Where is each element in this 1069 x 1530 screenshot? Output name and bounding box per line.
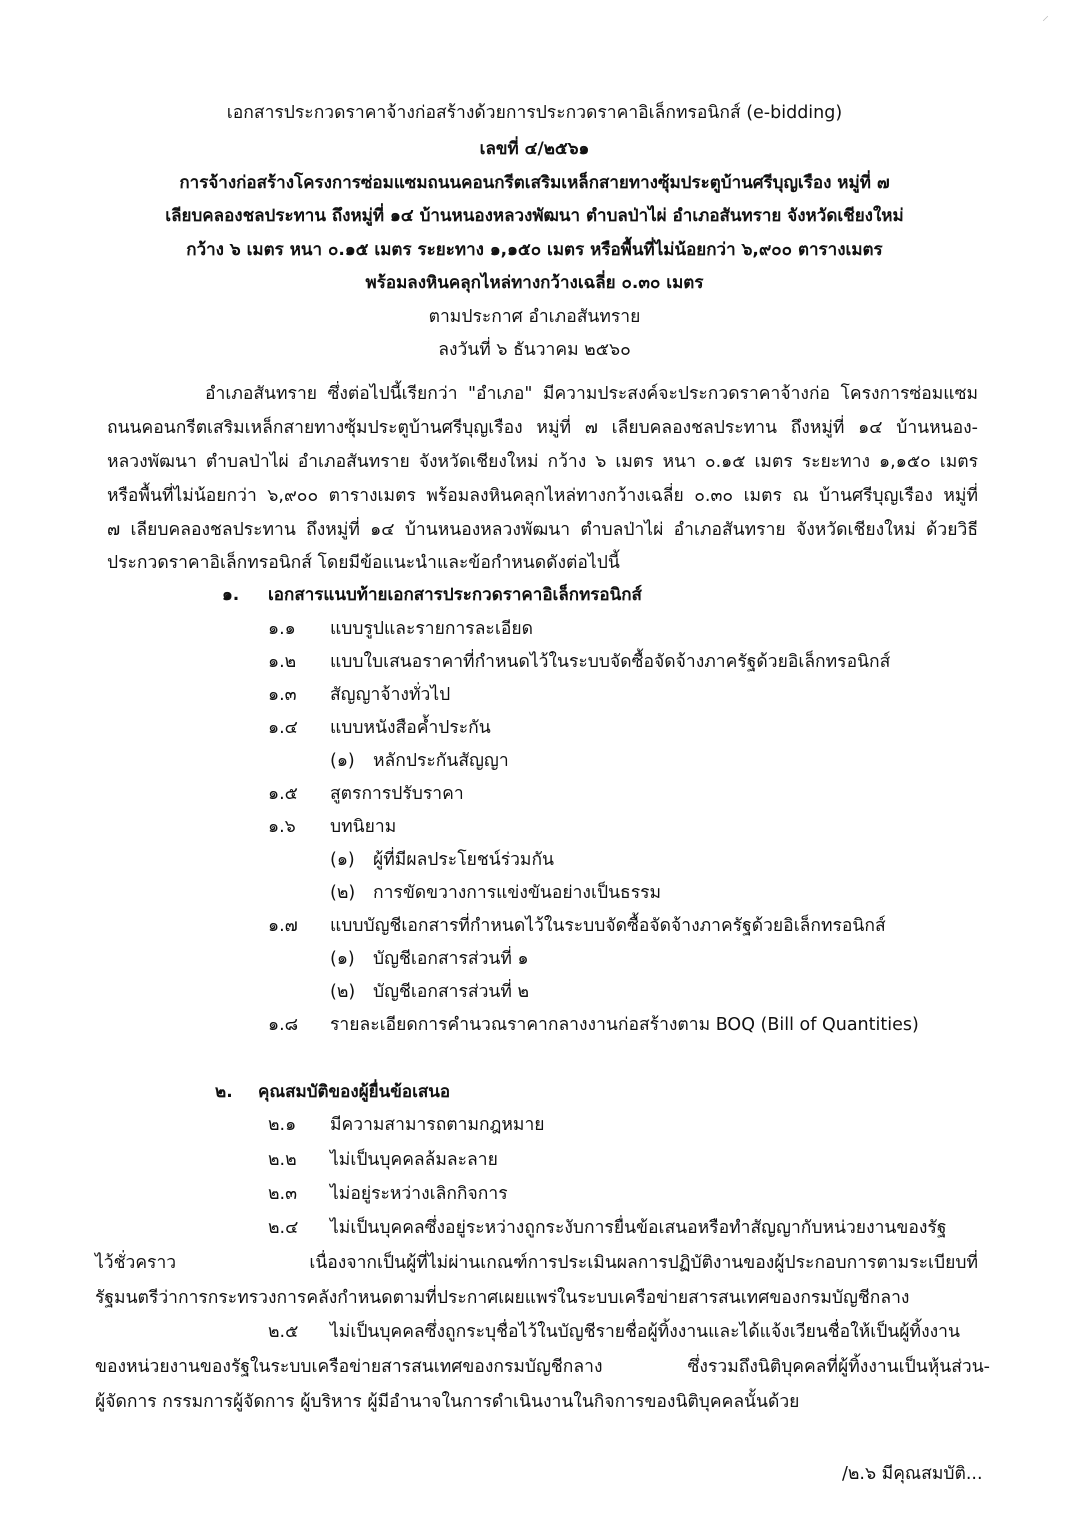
sub-item-text: บัญชีเอกสารส่วนที่ ๒ [373, 982, 529, 1002]
project-title-line-2: เลียบคลองชลประทาน ถึงหมู่ที่ ๑๔ บ้านหนองหลวงพัฒนา ตำบลป่าไผ่ อำเภอสันทราย จังหวัดเชียงใหม่ [165, 206, 904, 226]
list-item-number: ๒.๑ [268, 1115, 297, 1135]
section-1-number: ๑. [222, 585, 240, 605]
list-item-number: ๑.๑ [268, 619, 296, 639]
list-item-text: แบบบัญชีเอกสารที่กำหนดไว้ในระบบจัดซื้อจัดจ้างภาครัฐด้วยอิเล็กทรอนิกส์ [330, 916, 886, 936]
paragraph-line: รัฐมนตรีว่าการกระทรวงการคลังกำหนดตามที่ประกาศเผยแพร่ในระบบเครือข่ายสารสนเทศของกรมบัญชีกลาง [95, 1288, 910, 1308]
page-continuation-note: /๒.๖ มีคุณสมบัติ... [842, 1464, 983, 1484]
intro-line: หลวงพัฒนา ตำบลป่าไผ่ อำเภอสันทราย จังหวัดเชียงใหม่ กว้าง ๖ เมตร หนา ๐.๑๕ เมตร ระยะทาง ๑,๑๕๐ เมตร [107, 452, 978, 472]
paragraph-line: ไม่เป็นบุคคลซึ่งถูกระบุชื่อไว้ในบัญชีรายชื่อผู้ทิ้งงานและได้แจ้งเวียนชื่อให้เป็นผู้ทิ้งงาน [330, 1322, 960, 1342]
paragraph-line: ผู้จัดการ กรรมการผู้จัดการ ผู้บริหาร ผู้มีอำนาจในการดำเนินงานในกิจการของนิติบุคคลนั้นด้วย [95, 1392, 800, 1412]
list-item-number: ๑.๓ [268, 685, 297, 705]
intro-line: ประกวดราคาอิเล็กทรอนิกส์ โดยมีข้อแนะนำและข้อกำหนดดังต่อไปนี้ [107, 553, 620, 573]
list-item-text: มีความสามารถตามกฎหมาย [330, 1115, 545, 1135]
list-item-text: ไม่อยู่ระหว่างเลิกกิจการ [330, 1184, 508, 1204]
doc-title: เอกสารประกวดราคาจ้างก่อสร้างด้วยการประกวดราคาอิเล็กทรอนิกส์ (e-bidding) [226, 103, 843, 123]
list-item-number: ๒.๒ [268, 1150, 297, 1170]
section-2-number: ๒. [215, 1082, 233, 1102]
sub-item-number: (๑) [330, 751, 355, 771]
project-title-line-1: การจ้างก่อสร้างโครงการซ่อมแซมถนนคอนกรีตเสริมเหล็กสายทางซุ้มประตูบ้านศรีบุญเรือง หมู่ที่ ๗ [179, 173, 890, 193]
list-item-number: ๒.๕ [268, 1322, 299, 1342]
list-item-number: ๑.๗ [268, 916, 298, 936]
paragraph-line: ไว้ชั่วคราว เนื่องจากเป็นผู้ที่ไม่ผ่านเกณฑ์การประเมินผลการปฏิบัติงานของผู้ประกอบการตามระเบียบที่ [95, 1253, 978, 1273]
intro-line: หรือพื้นที่ไม่น้อยกว่า ๖,๙๐๐ ตารางเมตร พร้อมลงหินคลุกไหล่ทางกว้างเฉลี่ย ๐.๓๐ เมตร ณ บ้านศรีบุญเรือง หมู่ที่ [107, 486, 978, 506]
intro-line: ถนนคอนกรีตเสริมเหล็กสายทางซุ้มประตูบ้านศรีบุญเรือง หมู่ที่ ๗ เลียบคลองชลประทาน ถึงหมู่ที่ ๑๔ บ้านหนอง- [107, 418, 978, 438]
list-item-number: ๒.๔ [268, 1218, 299, 1238]
announcement-ref: ตามประกาศ อำเภอสันทราย [428, 307, 641, 327]
list-item-text: สูตรการปรับราคา [330, 784, 464, 804]
list-item-text: แบบรูปและรายการละเอียด [330, 619, 533, 639]
list-item-number: ๑.๖ [268, 817, 296, 837]
list-item-text: ไม่เป็นบุคคลล้มละลาย [330, 1150, 498, 1170]
sub-item-text: หลักประกันสัญญา [373, 751, 509, 771]
list-item-text: สัญญาจ้างทั่วไป [330, 685, 451, 705]
list-item-text: แบบใบเสนอราคาที่กำหนดไว้ในระบบจัดซื้อจัดจ้างภาครัฐด้วยอิเล็กทรอนิกส์ [330, 652, 891, 672]
sub-item-number: (๑) [330, 949, 355, 969]
list-item-text: บทนิยาม [330, 817, 397, 837]
section-1-title: เอกสารแนบท้ายเอกสารประกวดราคาอิเล็กทรอนิกส์ [268, 585, 642, 605]
section-2-title: คุณสมบัติของผู้ยื่นข้อเสนอ [258, 1082, 451, 1102]
sub-item-number: (๒) [330, 883, 356, 903]
paragraph-line: ของหน่วยงานของรัฐในระบบเครือข่ายสารสนเทศของกรมบัญชีกลาง ซึ่งรวมถึงนิติบุคคลที่ผู้ทิ้งงานเป็นหุ้นส่วน- [95, 1357, 990, 1377]
project-title-line-4: พร้อมลงหินคลุกไหล่ทางกว้างเฉลี่ย ๐.๓๐ เมตร [365, 273, 704, 293]
list-item-number: ๒.๓ [268, 1184, 298, 1204]
list-item-text: รายละเอียดการคำนวณราคากลางงานก่อสร้างตาม BOQ (Bill of Quantities) [330, 1015, 919, 1035]
list-item-number: ๑.๕ [268, 784, 298, 804]
sub-item-number: (๒) [330, 982, 356, 1002]
scan-artifact-mark: ⸝ [1042, 8, 1049, 24]
intro-line: ๗ เลียบคลองชลประทาน ถึงหมู่ที่ ๑๔ บ้านหนองหลวงพัฒนา ตำบลป่าไผ่ อำเภอสันทราย จังหวัดเชียงใหม่ ด้วยวิธี [107, 520, 978, 540]
sub-item-text: การขัดขวางการแข่งขันอย่างเป็นธรรม [373, 883, 662, 903]
list-item-number: ๑.๒ [268, 652, 297, 672]
intro-line: อำเภอสันทราย ซึ่งต่อไปนี้เรียกว่า "อำเภอ" มีความประสงค์จะประกวดราคาจ้างก่อ โครงการซ่อมแซม [205, 384, 978, 404]
sub-item-text: ผู้ที่มีผลประโยชน์ร่วมกัน [373, 850, 555, 870]
list-item-number: ๑.๘ [268, 1015, 299, 1035]
doc-number: เลขที่ ๔/๒๕๖๑ [479, 139, 590, 159]
list-item-number: ๑.๔ [268, 718, 298, 738]
list-item-text: แบบหนังสือค้ำประกัน [330, 718, 491, 738]
announcement-date: ลงวันที่ ๖ ธันวาคม ๒๕๖๐ [438, 340, 631, 360]
sub-item-text: บัญชีเอกสารส่วนที่ ๑ [373, 949, 529, 969]
paragraph-line: ไม่เป็นบุคคลซึ่งอยู่ระหว่างถูกระงับการยื่นข้อเสนอหรือทำสัญญากับหน่วยงานของรัฐ [330, 1218, 947, 1238]
project-title-line-3: กว้าง ๖ เมตร หนา ๐.๑๕ เมตร ระยะทาง ๑,๑๕๐ เมตร หรือพื้นที่ไม่น้อยกว่า ๖,๙๐๐ ตารางเมตร [186, 240, 883, 260]
sub-item-number: (๑) [330, 850, 355, 870]
